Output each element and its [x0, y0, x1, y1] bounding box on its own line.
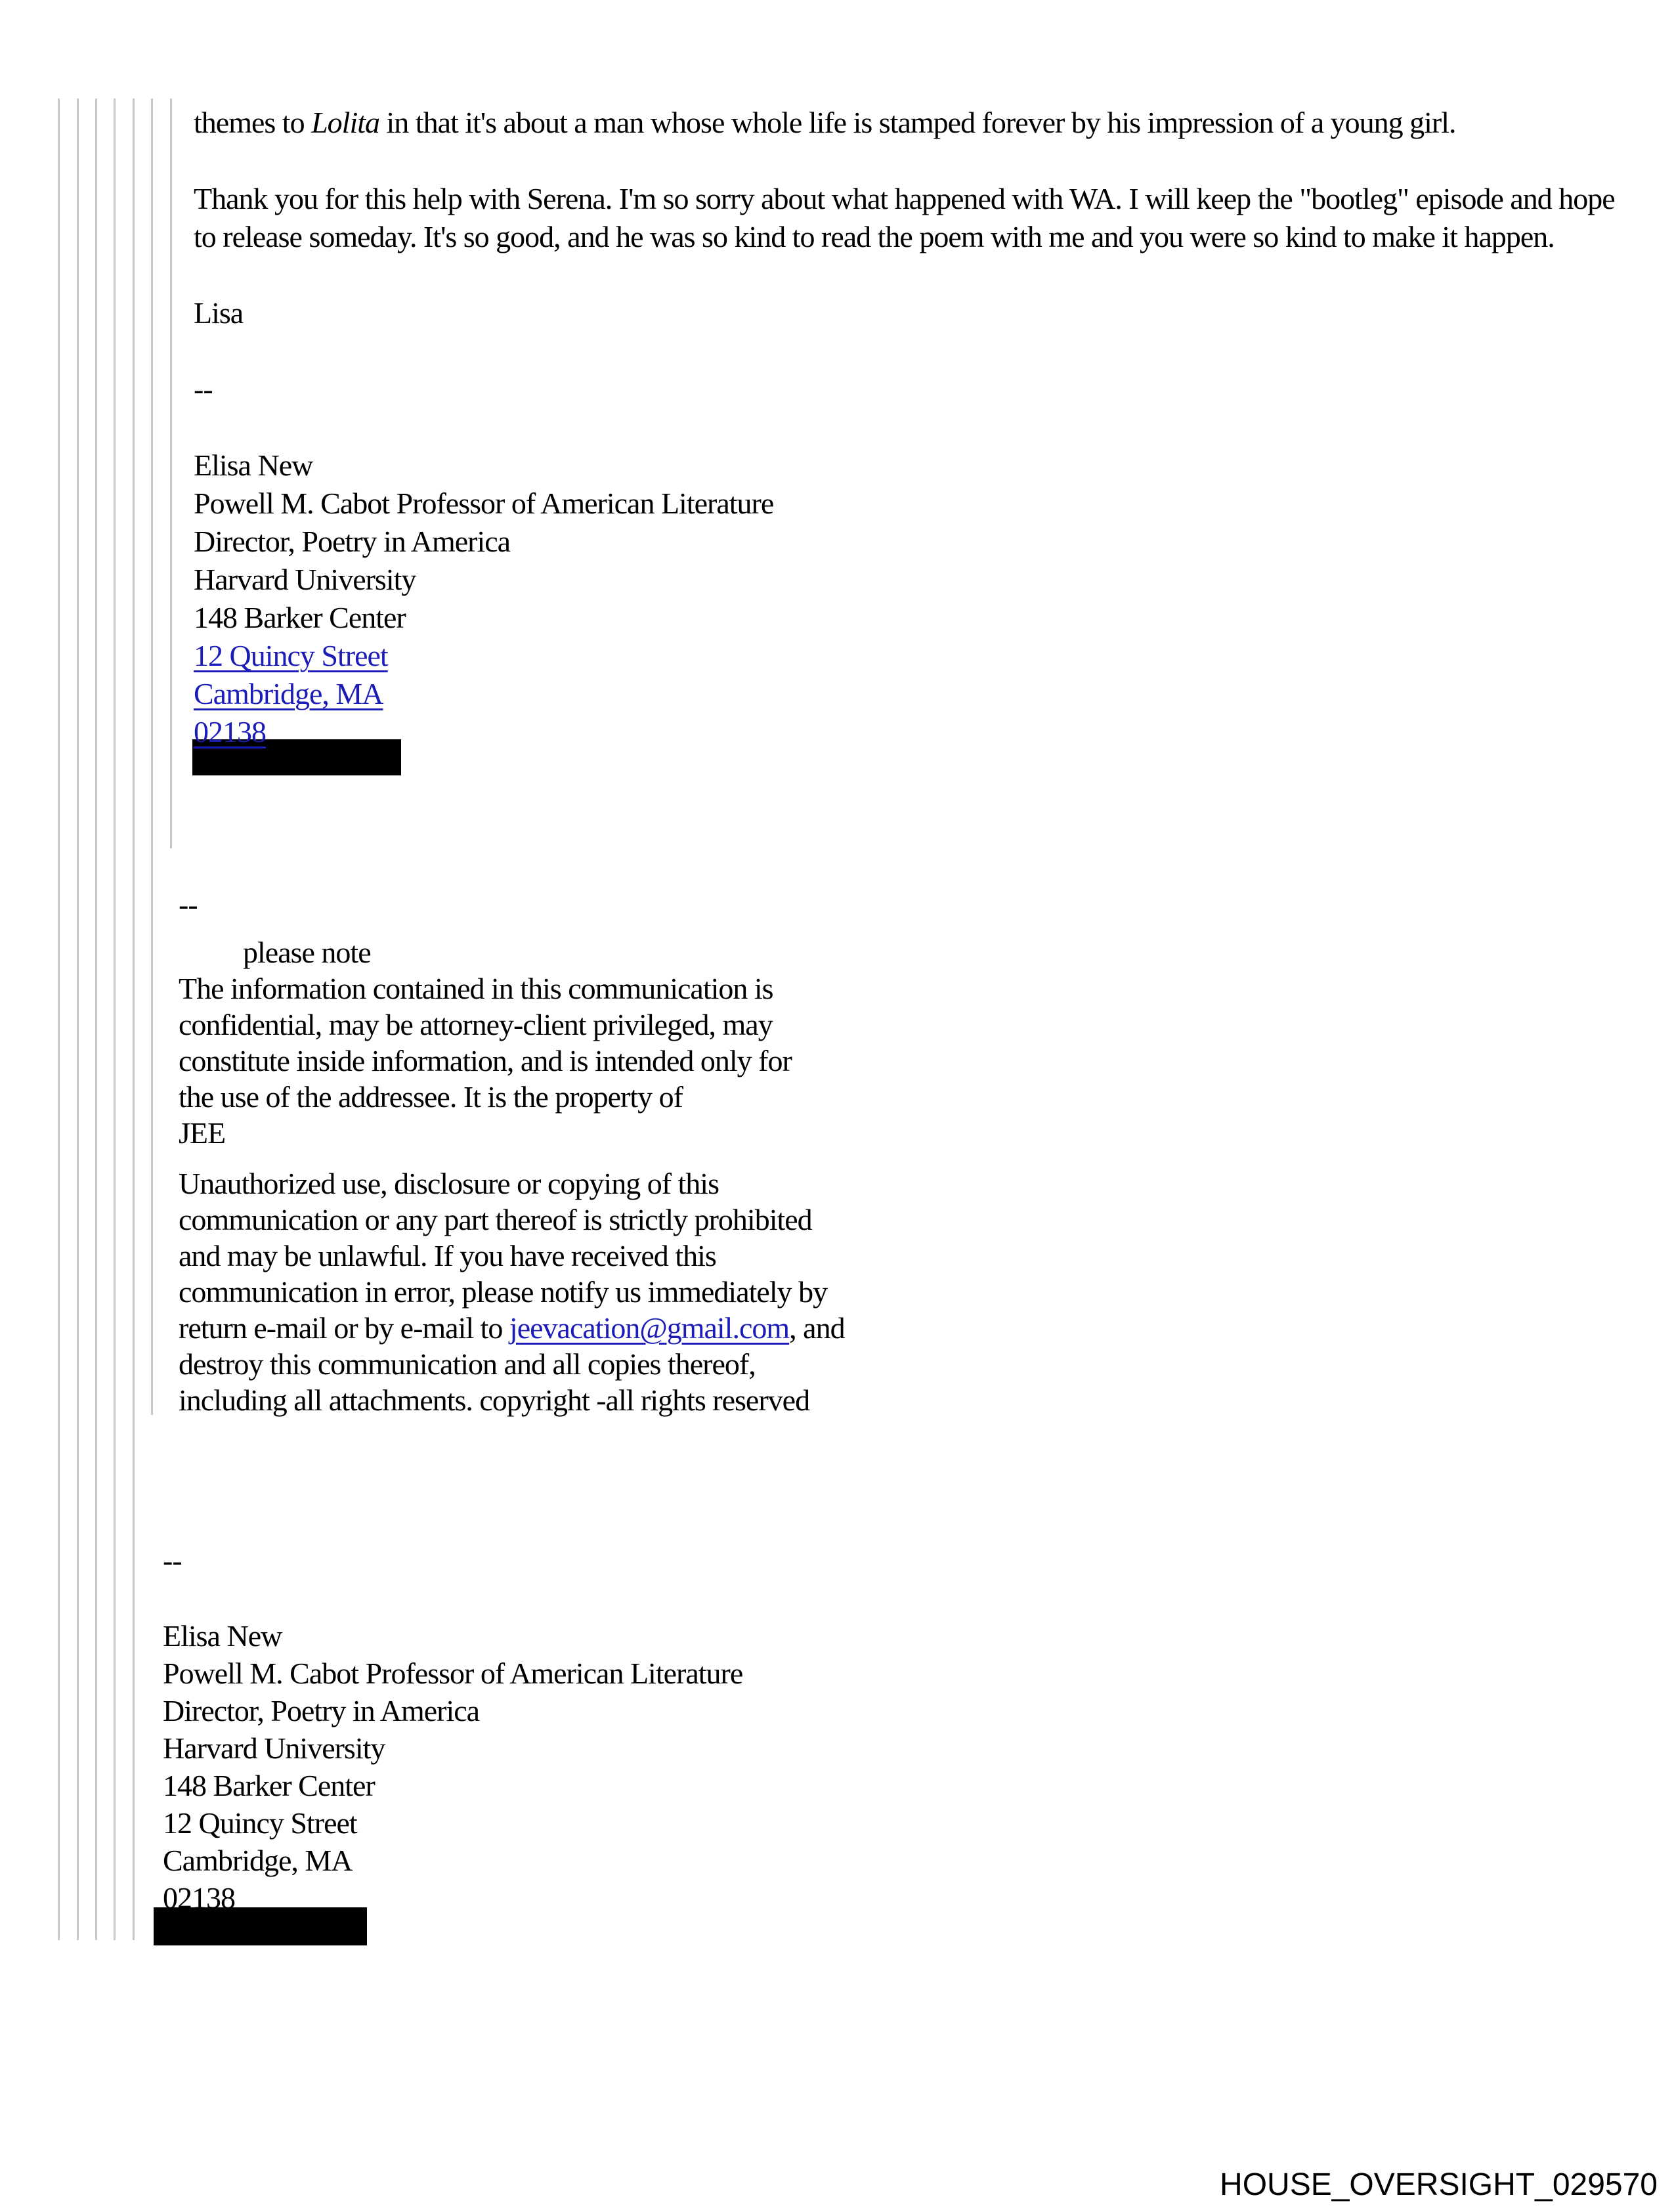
paragraph-lolita-pre: themes to [194, 106, 312, 139]
blank-line [194, 142, 1618, 180]
quoted-message-body [194, 104, 1618, 775]
blank-line [194, 256, 1618, 294]
notice-separator: -- [179, 888, 198, 921]
signature-separator: -- [194, 372, 213, 406]
quote-indent-line [95, 98, 97, 1940]
confidentiality-notice [179, 886, 1019, 1418]
paragraph-thanks: Thank you for this help with Serena. I'm so sorry about what happened with WA. I will keep the "bootleg" episode and hope to release someday. It's so good, and he was so kind to read the poem with me and you were so kind to make it happen. [194, 182, 1615, 253]
paragraph-lolita [194, 104, 1618, 142]
quote-indent-line [77, 98, 79, 1940]
book-title-italic: Lolita [311, 106, 380, 139]
signature-city: Cambridge, MA [163, 1844, 353, 1877]
notice-email-pre: return e-mail or by e-mail to [179, 1311, 509, 1345]
blank-line [194, 332, 1618, 370]
notice-line: constitute inside information, and is intended only for [179, 1044, 792, 1077]
notice-line: destroy this communication and all copies thereof, [179, 1347, 756, 1381]
quote-indent-line [151, 98, 153, 1415]
signature-address: 148 Barker Center [194, 601, 406, 634]
signature-address: 148 Barker Center [163, 1769, 375, 1802]
quote-indent-line [58, 98, 60, 1940]
notice-line: JEE [179, 1116, 226, 1150]
email-link[interactable]: jeevacation@gmail.com [509, 1311, 790, 1345]
notice-line: including all attachments. copyright -all rights reserved [179, 1383, 810, 1417]
notice-line: and may be unlawful. If you have received this [179, 1239, 716, 1272]
signature-role: Director, Poetry in America [194, 525, 511, 558]
notice-line: Unauthorized use, disclosure or copying of this [179, 1167, 719, 1200]
zip-link-line [194, 713, 1618, 751]
notice-line: the use of the addressee. It is the property of [179, 1080, 683, 1114]
signature-street: 12 Quincy Street [163, 1806, 357, 1840]
blank-line [163, 1579, 1029, 1617]
signature-zip: 02138 [163, 1881, 235, 1915]
notice-heading: please note [243, 936, 371, 969]
signature-title: Powell M. Cabot Professor of American Literature [163, 1657, 743, 1690]
signature-organization: Harvard University [163, 1731, 385, 1765]
signature-name: Elisa New [194, 448, 313, 482]
notice-email-post: , and [789, 1311, 845, 1345]
street-link-line [194, 637, 1618, 675]
signature-block-1 [194, 446, 1618, 775]
bates-number: HOUSE_OVERSIGHT_029570 [1220, 2167, 1658, 2202]
signature-separator: -- [163, 1544, 182, 1577]
quote-indent-line [133, 98, 135, 1940]
signature-name: Elisa New [163, 1619, 282, 1653]
zip-link[interactable]: 02138 [194, 715, 266, 748]
notice-line: communication in error, please notify us immediately by [179, 1275, 828, 1309]
notice-email-line [179, 1310, 1019, 1346]
blank-line [194, 408, 1618, 446]
signoff-name: Lisa [194, 296, 244, 330]
notice-line: confidential, may be attorney-client privileged, may [179, 1008, 773, 1041]
signature-block-2 [163, 1542, 1029, 1945]
paragraph-lolita-post: in that it's about a man whose whole life is stamped forever by his impression of a young girl. [379, 106, 1456, 139]
signature-organization: Harvard University [194, 563, 416, 596]
signature-role: Director, Poetry in America [163, 1694, 480, 1727]
city-link-line [194, 675, 1618, 713]
street-link[interactable]: 12 Quincy Street [194, 639, 388, 672]
city-link[interactable]: Cambridge, MA [194, 677, 383, 710]
quote-indent-line [114, 98, 116, 1940]
notice-line: communication or any part thereof is strictly prohibited [179, 1203, 812, 1236]
quote-indent-line [170, 98, 172, 848]
notice-line: The information contained in this communication is [179, 972, 773, 1005]
signature-title: Powell M. Cabot Professor of American Literature [194, 487, 774, 520]
